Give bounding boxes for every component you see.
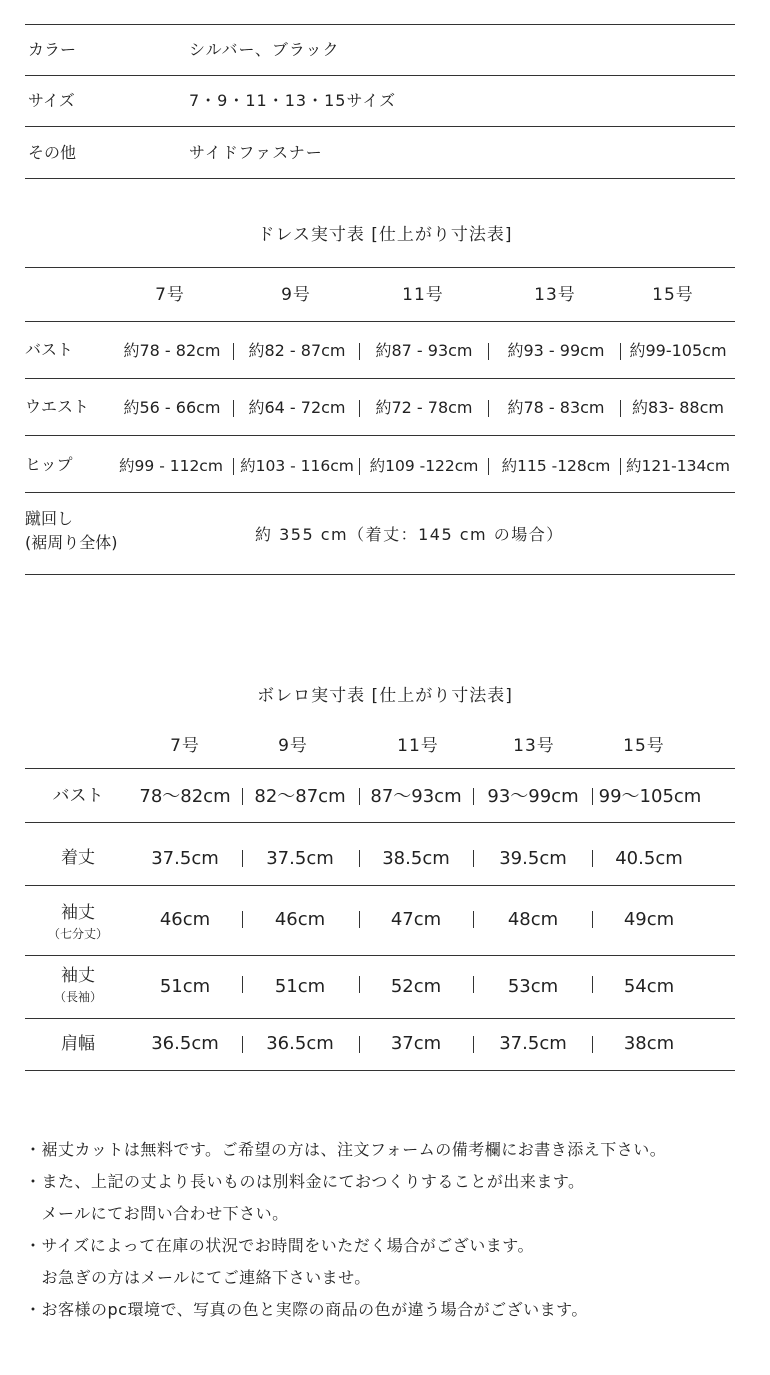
cell-separator bbox=[233, 458, 234, 475]
bolero-cell: 87〜93cm bbox=[370, 786, 462, 807]
note-line: ・サイズによって在庫の状況でお時間をいただく場合がございます。 bbox=[25, 1236, 534, 1255]
dress-cell: 約72 - 78cm bbox=[375, 398, 473, 417]
cell-separator bbox=[620, 400, 621, 417]
bolero-cell: 38.5cm bbox=[382, 848, 450, 869]
bolero-cell: 40.5cm bbox=[615, 848, 683, 869]
divider bbox=[25, 768, 735, 769]
dress-cell: 約56 - 66cm bbox=[123, 398, 221, 417]
bolero-row-sublabel: （七分丈） bbox=[47, 927, 108, 941]
note-line: ・裾丈カットは無料です。ご希望の方は、注文フォームの備考欄にお書き添え下さい。 bbox=[25, 1140, 667, 1159]
spec-label-color: カラー bbox=[28, 40, 77, 59]
cell-separator bbox=[592, 1036, 593, 1053]
cell-separator bbox=[592, 850, 593, 867]
bolero-cell: 38cm bbox=[623, 1033, 675, 1054]
cell-separator bbox=[242, 788, 243, 805]
dress-row-label-hip: ヒップ bbox=[25, 455, 73, 474]
bolero-cell: 39.5cm bbox=[499, 848, 567, 869]
dress-cell: 約99-105cm bbox=[629, 341, 727, 360]
divider bbox=[25, 126, 735, 127]
cell-separator bbox=[359, 400, 360, 417]
bolero-size-header: 11号 bbox=[397, 736, 439, 756]
dress-hem-value: 約 355 cm（着丈：145 cm の場合） bbox=[255, 525, 564, 544]
cell-separator bbox=[488, 400, 489, 417]
divider bbox=[25, 885, 735, 886]
cell-separator bbox=[359, 850, 360, 867]
divider bbox=[25, 24, 735, 25]
bolero-cell: 37.5cm bbox=[499, 1033, 567, 1054]
bolero-cell: 46cm bbox=[159, 909, 211, 930]
divider bbox=[25, 435, 735, 436]
dress-row-label-bust: バスト bbox=[25, 340, 74, 359]
dress-cell: 約99 - 112cm bbox=[119, 457, 223, 475]
dress-cell: 約78 - 82cm bbox=[123, 341, 221, 360]
bolero-cell: 78〜82cm bbox=[139, 786, 231, 807]
cell-separator bbox=[242, 850, 243, 867]
bolero-cell: 48cm bbox=[507, 909, 559, 930]
cell-separator bbox=[359, 343, 360, 360]
bolero-cell: 82〜87cm bbox=[254, 786, 346, 807]
dress-cell: 約115 -128cm bbox=[501, 457, 611, 475]
bolero-row-label-sleeve: 袖丈 bbox=[61, 966, 95, 986]
bolero-size-header: 13号 bbox=[513, 736, 555, 756]
bolero-cell: 36.5cm bbox=[266, 1033, 334, 1054]
dress-cell: 約64 - 72cm bbox=[248, 398, 346, 417]
bolero-size-header: 7号 bbox=[170, 736, 200, 756]
bolero-cell: 49cm bbox=[623, 909, 675, 930]
dress-cell: 約83- 88cm bbox=[632, 398, 724, 417]
spec-value-other: サイドファスナー bbox=[189, 143, 323, 162]
bolero-cell: 93〜99cm bbox=[487, 786, 579, 807]
dress-size-header: 13号 bbox=[534, 285, 576, 305]
cell-separator bbox=[620, 343, 621, 360]
cell-separator bbox=[473, 976, 474, 993]
note-line: メールにてお問い合わせ下さい。 bbox=[25, 1204, 289, 1223]
bolero-size-header: 15号 bbox=[623, 736, 665, 756]
divider bbox=[25, 267, 735, 268]
dress-cell: 約82 - 87cm bbox=[248, 341, 346, 360]
dress-cell: 約78 - 83cm bbox=[507, 398, 605, 417]
dress-cell: 約87 - 93cm bbox=[375, 341, 473, 360]
bolero-cell: 51cm bbox=[159, 976, 211, 997]
cell-separator bbox=[592, 788, 593, 805]
divider bbox=[25, 822, 735, 823]
bolero-cell: 37cm bbox=[390, 1033, 442, 1054]
bolero-size-header: 9号 bbox=[278, 736, 308, 756]
cell-separator bbox=[473, 850, 474, 867]
dress-row-label-hem-sub: (裾周り全体) bbox=[25, 533, 118, 552]
cell-separator bbox=[592, 911, 593, 928]
divider bbox=[25, 1070, 735, 1071]
cell-separator bbox=[620, 458, 621, 475]
dress-cell: 約121-134cm bbox=[626, 457, 730, 475]
dress-size-header: 9号 bbox=[281, 285, 311, 305]
dress-row-label-hem: 蹴回し bbox=[25, 509, 74, 528]
divider bbox=[25, 955, 735, 956]
cell-separator bbox=[592, 976, 593, 993]
dress-size-header: 11号 bbox=[402, 285, 444, 305]
divider bbox=[25, 75, 735, 76]
divider bbox=[25, 1018, 735, 1019]
bolero-row-sublabel: （長袖） bbox=[53, 990, 102, 1004]
divider bbox=[25, 321, 735, 322]
bolero-cell: 99〜105cm bbox=[598, 786, 702, 807]
dress-size-header: 7号 bbox=[155, 285, 185, 305]
cell-separator bbox=[473, 1036, 474, 1053]
bolero-cell: 47cm bbox=[390, 909, 442, 930]
cell-separator bbox=[488, 458, 489, 475]
bolero-table-title: ボレロ実寸表 [仕上がり寸法表] bbox=[257, 686, 513, 706]
dress-cell: 約109 -122cm bbox=[369, 457, 479, 475]
divider bbox=[25, 378, 735, 379]
spec-label-other: その他 bbox=[28, 143, 77, 162]
bolero-cell: 51cm bbox=[274, 976, 326, 997]
cell-separator bbox=[233, 400, 234, 417]
cell-separator bbox=[242, 911, 243, 928]
bolero-row-label-sleeve: 袖丈 bbox=[61, 903, 95, 923]
spec-value-color: シルバー、ブラック bbox=[189, 40, 340, 59]
note-line: ・また、上記の丈より長いものは別料金にておつくりすることが出来ます。 bbox=[25, 1172, 585, 1191]
bolero-cell: 36.5cm bbox=[151, 1033, 219, 1054]
cell-separator bbox=[488, 343, 489, 360]
cell-separator bbox=[242, 1036, 243, 1053]
divider bbox=[25, 574, 735, 575]
dress-row-label-waist: ウエスト bbox=[25, 397, 90, 416]
cell-separator bbox=[359, 1036, 360, 1053]
cell-separator bbox=[242, 976, 243, 993]
bolero-cell: 37.5cm bbox=[266, 848, 334, 869]
cell-separator bbox=[359, 976, 360, 993]
dress-table-title: ドレス実寸表 [仕上がり寸法表] bbox=[257, 225, 513, 245]
cell-separator bbox=[359, 788, 360, 805]
dress-cell: 約93 - 99cm bbox=[507, 341, 605, 360]
divider bbox=[25, 492, 735, 493]
spec-value-size: 7・9・11・13・15サイズ bbox=[189, 91, 397, 110]
divider bbox=[25, 178, 735, 179]
bolero-row-label-length: 着丈 bbox=[61, 848, 95, 868]
bolero-cell: 46cm bbox=[274, 909, 326, 930]
cell-separator bbox=[473, 911, 474, 928]
bolero-cell: 54cm bbox=[623, 976, 675, 997]
spec-label-size: サイズ bbox=[28, 91, 75, 110]
cell-separator bbox=[473, 788, 474, 805]
note-line: お急ぎの方はメールにてご連絡下さいませ。 bbox=[25, 1268, 371, 1287]
bolero-row-label-shoulder: 肩幅 bbox=[61, 1034, 95, 1054]
bolero-cell: 37.5cm bbox=[151, 848, 219, 869]
bolero-row-label-bust: バスト bbox=[52, 786, 104, 806]
cell-separator bbox=[359, 911, 360, 928]
cell-separator bbox=[233, 343, 234, 360]
bolero-cell: 53cm bbox=[507, 976, 559, 997]
cell-separator bbox=[359, 458, 360, 475]
dress-size-header: 15号 bbox=[652, 285, 694, 305]
note-line: ・お客様のpc環境で、写真の色と実際の商品の色が違う場合がございます。 bbox=[25, 1300, 588, 1319]
dress-cell: 約103 - 116cm bbox=[240, 457, 354, 475]
bolero-cell: 52cm bbox=[390, 976, 442, 997]
